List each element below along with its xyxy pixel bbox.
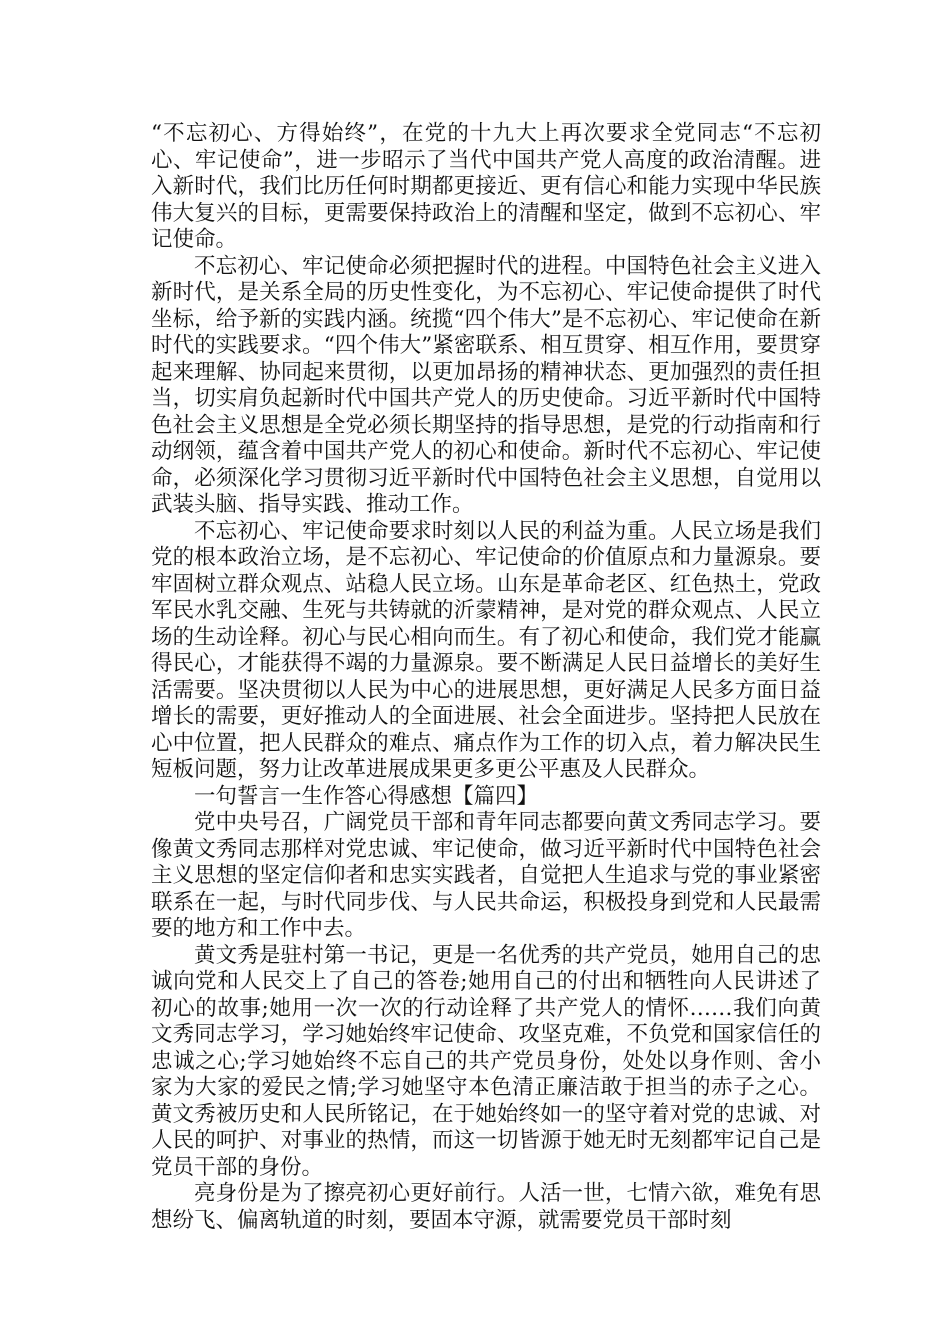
paragraph-2: 不忘初心、牢记使命必须把握时代的进程。中国特色社会主义进入新时代，是关系全局的历史性变化，为不忘初心、牢记使命提供了时代坐标，给予新的实践内涵。统揽“四个伟大”是不忘初心、牢记使命在新时代的实践要求。“四个伟大”紧密联系、相互贯穿、相互作用，要贯穿起来理解、协同起来贯彻，以更加昂扬的精神状态、更加强烈的责任担当，切实肩负起新时代中国共产党人的历史使命。习近平新时代中国特色社会主义思想是全党必须长期坚持的指导思想，是党的行动指南和行动纲领，蕴含着中国共产党人的初心和使命。新时代不忘初心、牢记使命，必须深化学习贯彻习近平新时代中国特色社会主义思想，自觉用以武装头脑、指导实践、推动工作。 xyxy=(151,253,821,517)
section-heading: 一句誓言一生作答心得感想【篇四】 xyxy=(194,783,539,809)
paragraph-5: 黄文秀是驻村第一书记，更是一名优秀的共产党员，她用自己的忠诚向党和人民交上了自己的答卷;她用自己的付出和牺牲向人民讲述了初心的故事;她用一次一次的行动诠释了共产党人的情怀……我们向黄文秀同志学习，学习她始终牢记使命、攻坚克难，不负党和国家信任的忠诚之心;学习她始终不忘自己的共产党员身份，处处以身作则、舍小家为大家的爱民之情;学习她坚守本色清正廉洁敢于担当的赤子之心。黄文秀被历史和人民所铭记，在于她始终如一的坚守着对党的忠诚、对人民的呵护、对事业的热情，而这一切皆源于她无时无刻都牢记自己是党员干部的身份。 xyxy=(151,942,821,1180)
document-body xyxy=(151,121,821,1234)
paragraph-1: “不忘初心、方得始终”，在党的十九大上再次要求全党同志“不忘初心、牢记使命”，进一步昭示了当代中国共产党人高度的政治清醒。进入新时代，我们比历任何时期都更接近、更有信心和能力实现中华民族伟大复兴的目标，更需要保持政治上的清醒和坚定，做到不忘初心、牢记使命。 xyxy=(151,121,821,252)
paragraph-4: 党中央号召，广阔党员干部和青年同志都要向黄文秀同志学习。要像黄文秀同志那样对党忠诚、牢记使命，做习近平新时代中国特色社会主义思想的坚定信仰者和忠实实践者，自觉把人生追求与党的事业紧密联系在一起，与时代同步伐、与人民共命运，积极投身到党和人民最需要的地方和工作中去。 xyxy=(151,810,821,941)
paragraph-6: 亮身份是为了擦亮初心更好前行。人活一世，七情六欲，难免有思想纷飞、偏离轨道的时刻，要固本守源，就需要党员干部时刻 xyxy=(151,1181,821,1233)
paragraph-3: 不忘初心、牢记使命要求时刻以人民的利益为重。人民立场是我们党的根本政治立场，是不忘初心、牢记使命的价值原点和力量源泉。要牢固树立群众观点、站稳人民立场。山东是革命老区、红色热土，党政军民水乳交融、生死与共铸就的沂蒙精神，是对党的群众观点、人民立场的生动诠释。初心与民心相向而生。有了初心和使命，我们党才能赢得民心，才能获得不竭的力量源泉。要不断满足人民日益增长的美好生活需要。坚决贯彻以人民为中心的进展思想，更好满足人民多方面日益增长的需要，更好推动人的全面进展、社会全面进步。坚持把人民放在心中位置，把人民群众的难点、痛点作为工作的切入点，着力解决民生短板问题，努力让改革进展成果更多更公平惠及人民群众。 xyxy=(151,518,821,782)
